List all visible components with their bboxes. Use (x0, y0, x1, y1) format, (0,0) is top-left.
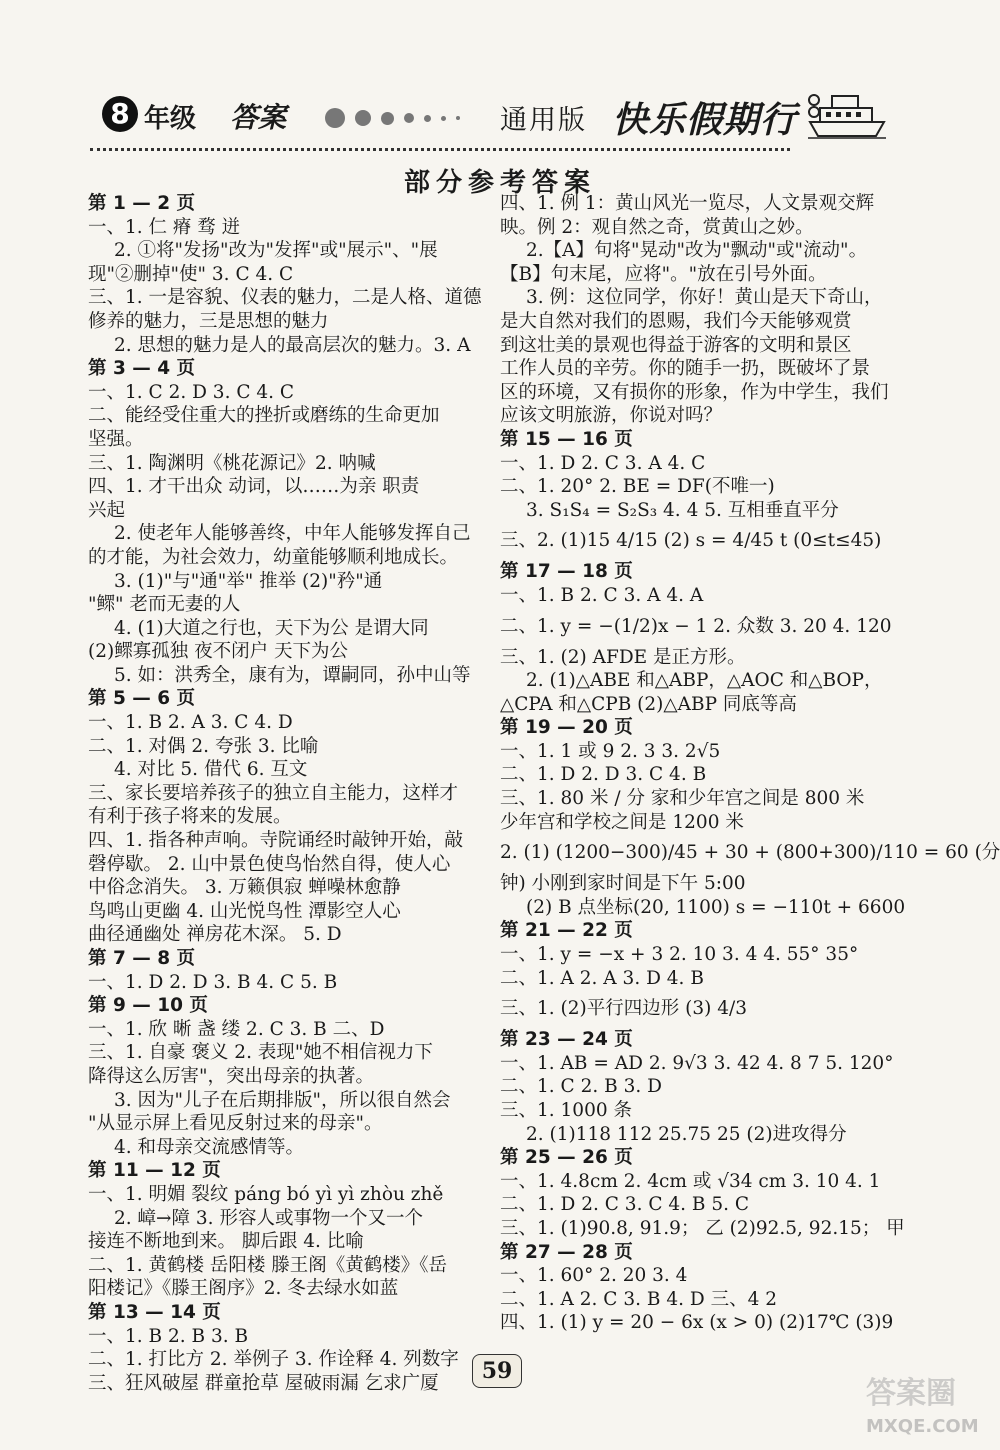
answer-line: 接连不断地到来。 脚后跟 4. 比喻 (88, 1231, 364, 1253)
answer-line: 一、1. B 2. C 3. A 4. A (500, 584, 704, 606)
answer-line: 一、1. 仁 瘠 骛 迸 (88, 216, 241, 238)
answer-line: 三、1. 80 米 / 分 家和少年宫之间是 800 米 (500, 788, 865, 810)
page-range-heading: 第 11 — 12 页 (88, 1160, 221, 1182)
watermark-url: MXQE.COM (866, 1416, 979, 1437)
answer-line: 四、1. 例 1：黄山风光一览尽，人文景观交辉 (500, 193, 875, 214)
answer-line: 一、1. 明媚 裂纹 páng bó yì yì zhòu zhě (88, 1183, 444, 1205)
answer-line: 2. 使老年人能够善终，中年人能够发挥自己 (114, 523, 471, 545)
dot-icon (441, 116, 446, 121)
answer-line: 三、家长要培养孩子的独立自主能力，这样才 (88, 782, 459, 804)
answer-line: 三、1. (2)平行四边形 (3) 4/3 (500, 998, 747, 1020)
page-range-heading: 第 27 — 28 页 (500, 1241, 633, 1263)
answer-line: 少年宫和学校之间是 1200 米 (500, 811, 744, 833)
answer-line: 4. (1)大道之行也，天下为公 是谓大同 (114, 617, 429, 639)
header-divider (90, 148, 790, 151)
answer-line: 二、1. A 2. A 3. D 4. B (500, 967, 704, 989)
answer-line: 2. 嶂→障 3. 形容人或事物一个又一个 (114, 1207, 423, 1229)
answer-line: 是大自然对我们的恩赐，我们今天能够观赏 (500, 310, 852, 332)
answer-line: 兴起 (88, 499, 126, 521)
answer-line: 的才能，为社会效力，幼童能够顺利地成长。 (88, 546, 459, 568)
page-range-heading: 第 17 — 18 页 (500, 561, 633, 583)
answer-line: 5. 如：洪秀全，康有为，谭嗣同，孙中山等 (114, 664, 471, 686)
answer-line: 中俗念消失。 3. 万籁俱寂 蝉噪林愈静 (88, 877, 401, 899)
answer-line: 坚强。 (88, 428, 144, 450)
answer-line: (2) B 点坐标(20, 1100) s = −110t + 6600 (526, 896, 906, 918)
answer-line: 一、1. AB = AD 2. 9√3 3. 42 4. 8 7 5. 120° (500, 1052, 894, 1074)
answer-line: 区的环境，又有损你的形象，作为中学生，我们 (500, 381, 889, 403)
page-number: 59 (472, 1354, 522, 1388)
dot-icon (424, 115, 431, 122)
answer-line: 二、1. 打比方 2. 举例子 3. 作诠释 4. 列数字 (88, 1349, 459, 1371)
answer-line: 二、能经受住重大的挫折或磨练的生命更加 (88, 405, 440, 427)
answer-line: 二、1. D 2. D 3. C 4. B (500, 764, 707, 786)
answer-line: 一、1. 4.8cm 2. 4cm 或 √34 cm 3. 10 4. 1 (500, 1170, 881, 1192)
answer-line: 一、1. C 2. D 3. C 4. C (88, 381, 295, 403)
answer-line: 钟) 小刚到家时间是下午 5:00 (500, 873, 746, 895)
answer-line: 现"②删掉"使" 3. C 4. C (88, 263, 294, 285)
dot-icon (456, 116, 460, 120)
answer-line: 修养的魅力，三是思想的魅力 (88, 310, 329, 332)
answer-line: 一、1. B 2. A 3. C 4. D (88, 712, 293, 734)
answer-column-left (88, 192, 490, 1395)
answer-line: 磬停歇。 2. 山中景色使鸟怡然自得，使人心 (88, 853, 451, 875)
answer-line: 2. (1) (1200−300)/45 + 30 + (800+300)/110 = 60 (分 (500, 842, 1000, 864)
page-range-heading: 第 3 — 4 页 (88, 358, 196, 380)
answer-line: 曲径通幽处 禅房花木深。 5. D (88, 924, 342, 946)
answer-line: 4. 和母亲交流感情等。 (114, 1136, 305, 1158)
dot-icon (355, 110, 371, 126)
grade-number-badge: 8 (102, 96, 138, 132)
answer-line: 有利于孩子将来的发展。 (88, 806, 292, 828)
watermark-logo (860, 1368, 979, 1443)
page-range-heading: 第 15 — 16 页 (500, 428, 633, 450)
decorative-dots (325, 108, 460, 128)
answer-line: 三、1. (1)90.8, 91.9； 乙 (2)92.5, 92.15； 甲 (500, 1217, 905, 1239)
answer-line: 降得这么厉害"，突出母亲的执著。 (88, 1065, 375, 1087)
answer-line: 二、1. 20° 2. BE = DF(不唯一) (500, 476, 775, 498)
dot-icon (404, 113, 414, 123)
answer-line: (2)鳏寡孤独 夜不闭户 天下为公 (88, 641, 348, 663)
answer-line: 3. 例：这位同学，你好！黄山是天下奇山， (526, 287, 883, 309)
answer-line: 工作人员的辛劳。你的随手一扔，既破坏了景 (500, 358, 871, 380)
answer-line: 阳楼记》《滕王阁序》2. 冬去绿水如蓝 (88, 1278, 399, 1300)
answer-line: 3. 因为"儿子在后期排版"，所以很自然会 (114, 1089, 451, 1111)
answer-line: 3. S₁S₄ = S₂S₃ 4. 4 5. 互相垂直平分 (526, 499, 839, 521)
answer-line: "从显示屏上看见反射过来的母亲"。 (88, 1113, 383, 1135)
answer-line: 4. 对比 5. 借代 6. 互文 (114, 759, 308, 781)
answer-line: 二、1. 黄鹤楼 岳阳楼 滕王阁《黄鹤楼》《岳 (88, 1254, 448, 1276)
grade-label: 年级 (144, 104, 197, 134)
page-range-heading: 第 7 — 8 页 (88, 948, 196, 969)
page-range-heading: 第 5 — 6 页 (88, 688, 196, 710)
answer-line: 3. (1)"与"通"举" 推举 (2)"矜"通 (114, 570, 383, 592)
series-title: 快乐假期行 (612, 100, 798, 141)
answer-line: 2. ①将"发扬"改为"发挥"或"展示"、"展 (114, 240, 438, 262)
page-range-heading: 第 1 — 2 页 (88, 193, 196, 214)
answer-line: 【B】句末尾，应将"。"放在引号外面。 (500, 263, 827, 285)
page-range-heading: 第 9 — 10 页 (88, 995, 208, 1017)
answer-line: 四、1. 才干出众 动词，以……为亲 职责 (88, 476, 420, 498)
answer-line: "鳏" 老而无妻的人 (88, 594, 241, 616)
answer-line: 四、1. (1) y = 20 − 6x (x > 0) (2)17℃ (3)9 (500, 1312, 894, 1334)
answer-line: 一、1. D 2. C 3. A 4. C (500, 452, 706, 474)
answer-line: 2.【A】句将"晃动"改为"飘动"或"流动"。 (526, 240, 868, 262)
answer-line: 应该文明旅游，你说对吗？ (500, 405, 723, 427)
answer-line: 一、1. 60° 2. 20 3. 4 (500, 1265, 688, 1287)
answer-line: 映。例 2：观自然之奇，赏黄山之妙。 (500, 216, 814, 238)
answer-line: 2. 思想的魅力是人的最高层次的魅力。3. A (114, 334, 471, 356)
answer-line: 一、1. y = −x + 3 2. 10 3. 4 4. 55° 35° (500, 944, 859, 966)
watermark-mark: 答案圈 (866, 1376, 956, 1411)
answer-line: 二、1. C 2. B 3. D (500, 1076, 662, 1098)
page-range-heading: 第 19 — 20 页 (500, 717, 633, 739)
document-title: 部分参考答案 (403, 168, 596, 198)
page-range-heading: 第 21 — 22 页 (500, 920, 633, 942)
answer-line: 二、1. y = −(1/2)x − 1 2. 众数 3. 20 4. 120 (500, 615, 892, 637)
ship-icon (806, 88, 888, 140)
answer-line: 二、1. 对偶 2. 夸张 3. 比喻 (88, 735, 319, 757)
answer-line: 二、1. A 2. C 3. B 4. D 三、4 2 (500, 1288, 778, 1310)
page-range-heading: 第 13 — 14 页 (88, 1301, 221, 1323)
answer-line: 三、2. (1)15 4/15 (2) s = 4/45 t (0≤t≤45) (500, 530, 882, 552)
answer-line: 一、1. 1 或 9 2. 3 3. 2√5 (500, 740, 721, 762)
answer-line: 到这壮美的景观也得益于游客的文明和景区 (500, 334, 852, 356)
answer-line: 三、狂风破屋 群童抢草 屋破雨漏 乞求广厦 (88, 1372, 439, 1394)
dot-icon (325, 108, 345, 128)
answer-line: 三、1. 自豪 褒义 2. 表现"她不相信视力下 (88, 1042, 433, 1064)
answer-line: 2. (1)118 112 25.75 25 (2)进攻得分 (526, 1123, 847, 1145)
answer-line: 一、1. B 2. B 3. B (88, 1325, 249, 1347)
answer-line: 三、1. 一是容貌、仪表的魅力，二是人格、道德 (88, 287, 482, 309)
page-range-heading: 第 25 — 26 页 (500, 1147, 633, 1169)
answer-line: △CPA 和△CPB (2)△ABP 同底等高 (500, 693, 797, 715)
answer-line: 二、1. D 2. C 3. C 4. B 5. C (500, 1194, 750, 1216)
edition-label: 通用版 (500, 105, 587, 136)
page-range-heading: 第 23 — 24 页 (500, 1029, 633, 1051)
answer-label: 答案 (230, 101, 287, 134)
answer-line: 一、1. 欣 晰 盏 缕 2. C 3. B 二、D (88, 1018, 385, 1040)
answer-column-right (500, 192, 1000, 1335)
answer-line: 一、1. D 2. D 3. B 4. C 5. B (88, 971, 338, 993)
dot-icon (381, 112, 394, 125)
answer-line: 三、1. 1000 条 (500, 1100, 632, 1121)
page-header (90, 88, 940, 148)
answer-line: 四、1. 指各种声响。寺院诵经时敲钟开始，敲 (88, 830, 464, 852)
answer-line: 三、1. (2) AFDE 是正方形。 (500, 646, 746, 668)
answer-line: 鸟鸣山更幽 4. 山光悦鸟性 潭影空人心 (88, 900, 401, 922)
answer-line: 三、1. 陶渊明《桃花源记》2. 呐喊 (88, 452, 376, 474)
answer-line: 2. (1)△ABE 和△ABP，△AOC 和△BOP， (526, 670, 883, 692)
